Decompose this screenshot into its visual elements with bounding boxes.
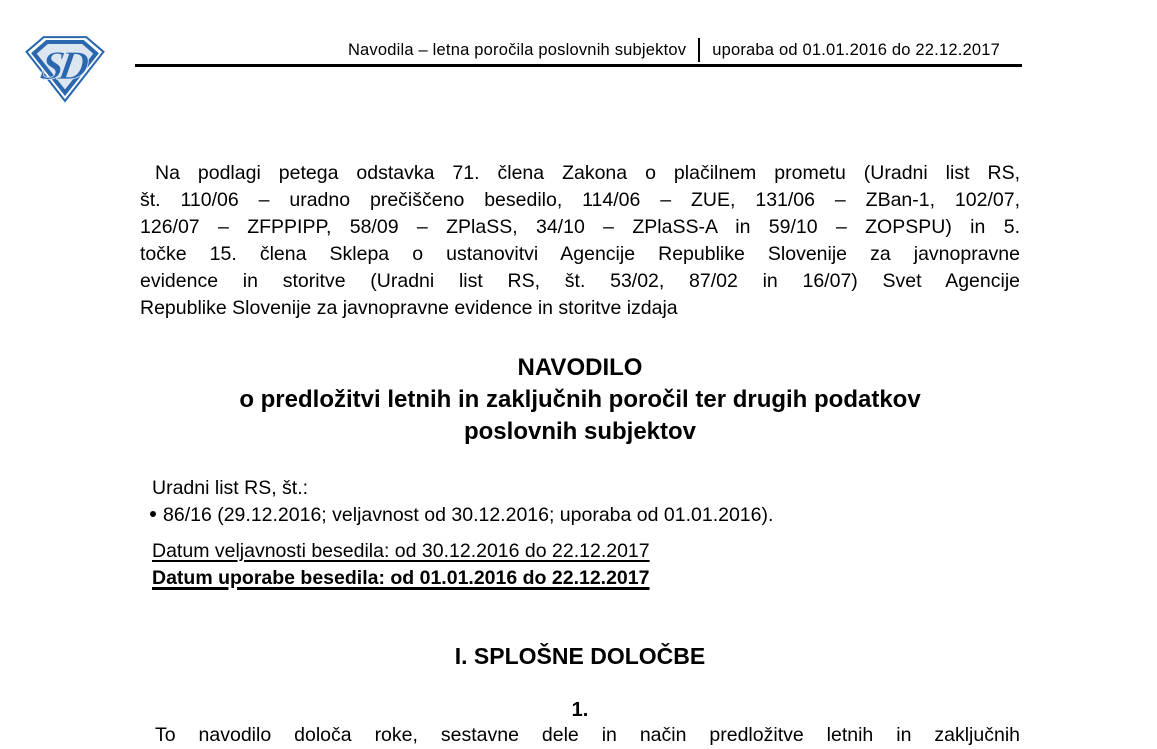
preamble-line: Na podlagi petega odstavka 71. člena Zakona o plačilnem prometu (Uradni list RS,: [155, 162, 1020, 184]
section-article-number: 1.: [571, 699, 589, 721]
document-title-line2: o predložitvi letnih in zaključnih poročil ter drugih podatkov: [239, 386, 921, 413]
document-title: [140, 352, 1020, 448]
document-title-line3: poslovnih subjektov: [463, 418, 697, 445]
gazette-list-item: [150, 504, 773, 527]
preamble-line: evidence in storitve (Uradni list RS, št. 53/02, 87/02 in 16/07) Svet Agencije: [140, 270, 1020, 292]
preamble-line: 126/07 – ZFPPIPP, 58/09 – ZPlaSS, 34/10 – ZPlaSS-A in 59/10 – ZOPSPU) in 5.: [140, 216, 1020, 238]
gazette-item-text: 86/16 (29.12.2016; veljavnost od 30.12.2016; uporaba od 01.01.2016).: [163, 504, 774, 526]
preamble-line: točke 15. člena Sklepa o ustanovitvi Agencije Republike Slovenije za javnopravne: [140, 243, 1020, 265]
header-separator-bar: [698, 38, 700, 62]
running-header: [135, 39, 1022, 67]
validity-date-range: Datum veljavnosti besedila: od 30.12.2016 do 22.12.2017: [152, 540, 650, 562]
section-body-first-line: To navodilo določa roke, sestavne dele in način predložitve letnih in zaključnih: [155, 724, 1020, 746]
preamble-paragraph: [140, 160, 1020, 322]
preamble-line: Republike Slovenije za javnopravne evidence in storitve izdaja: [140, 297, 678, 319]
gazette-label: Uradni list RS, št.:: [152, 477, 309, 499]
logo-letters: SD: [37, 42, 88, 88]
sd-diamond-logo: [24, 33, 106, 105]
usage-date-range: Datum uporabe besedila: od 01.01.2016 do 22.12.2017: [152, 567, 650, 589]
sd-diamond-logo-graphic: [24, 33, 106, 105]
header-usage-period: uporaba od 01.01.2016 do 22.12.2017: [712, 40, 1000, 59]
bullet-icon: [150, 511, 156, 517]
document-title-line1: NAVODILO: [517, 354, 643, 381]
preamble-line: št. 110/06 – uradno prečiščeno besedilo, 114/06 – ZUE, 131/06 – ZBan-1, 102/07,: [140, 189, 1020, 211]
section-heading: I. SPLOŠNE DOLOČBE: [454, 643, 706, 669]
header-document-name: Navodila – letna poročila poslovnih subjektov: [347, 40, 687, 59]
